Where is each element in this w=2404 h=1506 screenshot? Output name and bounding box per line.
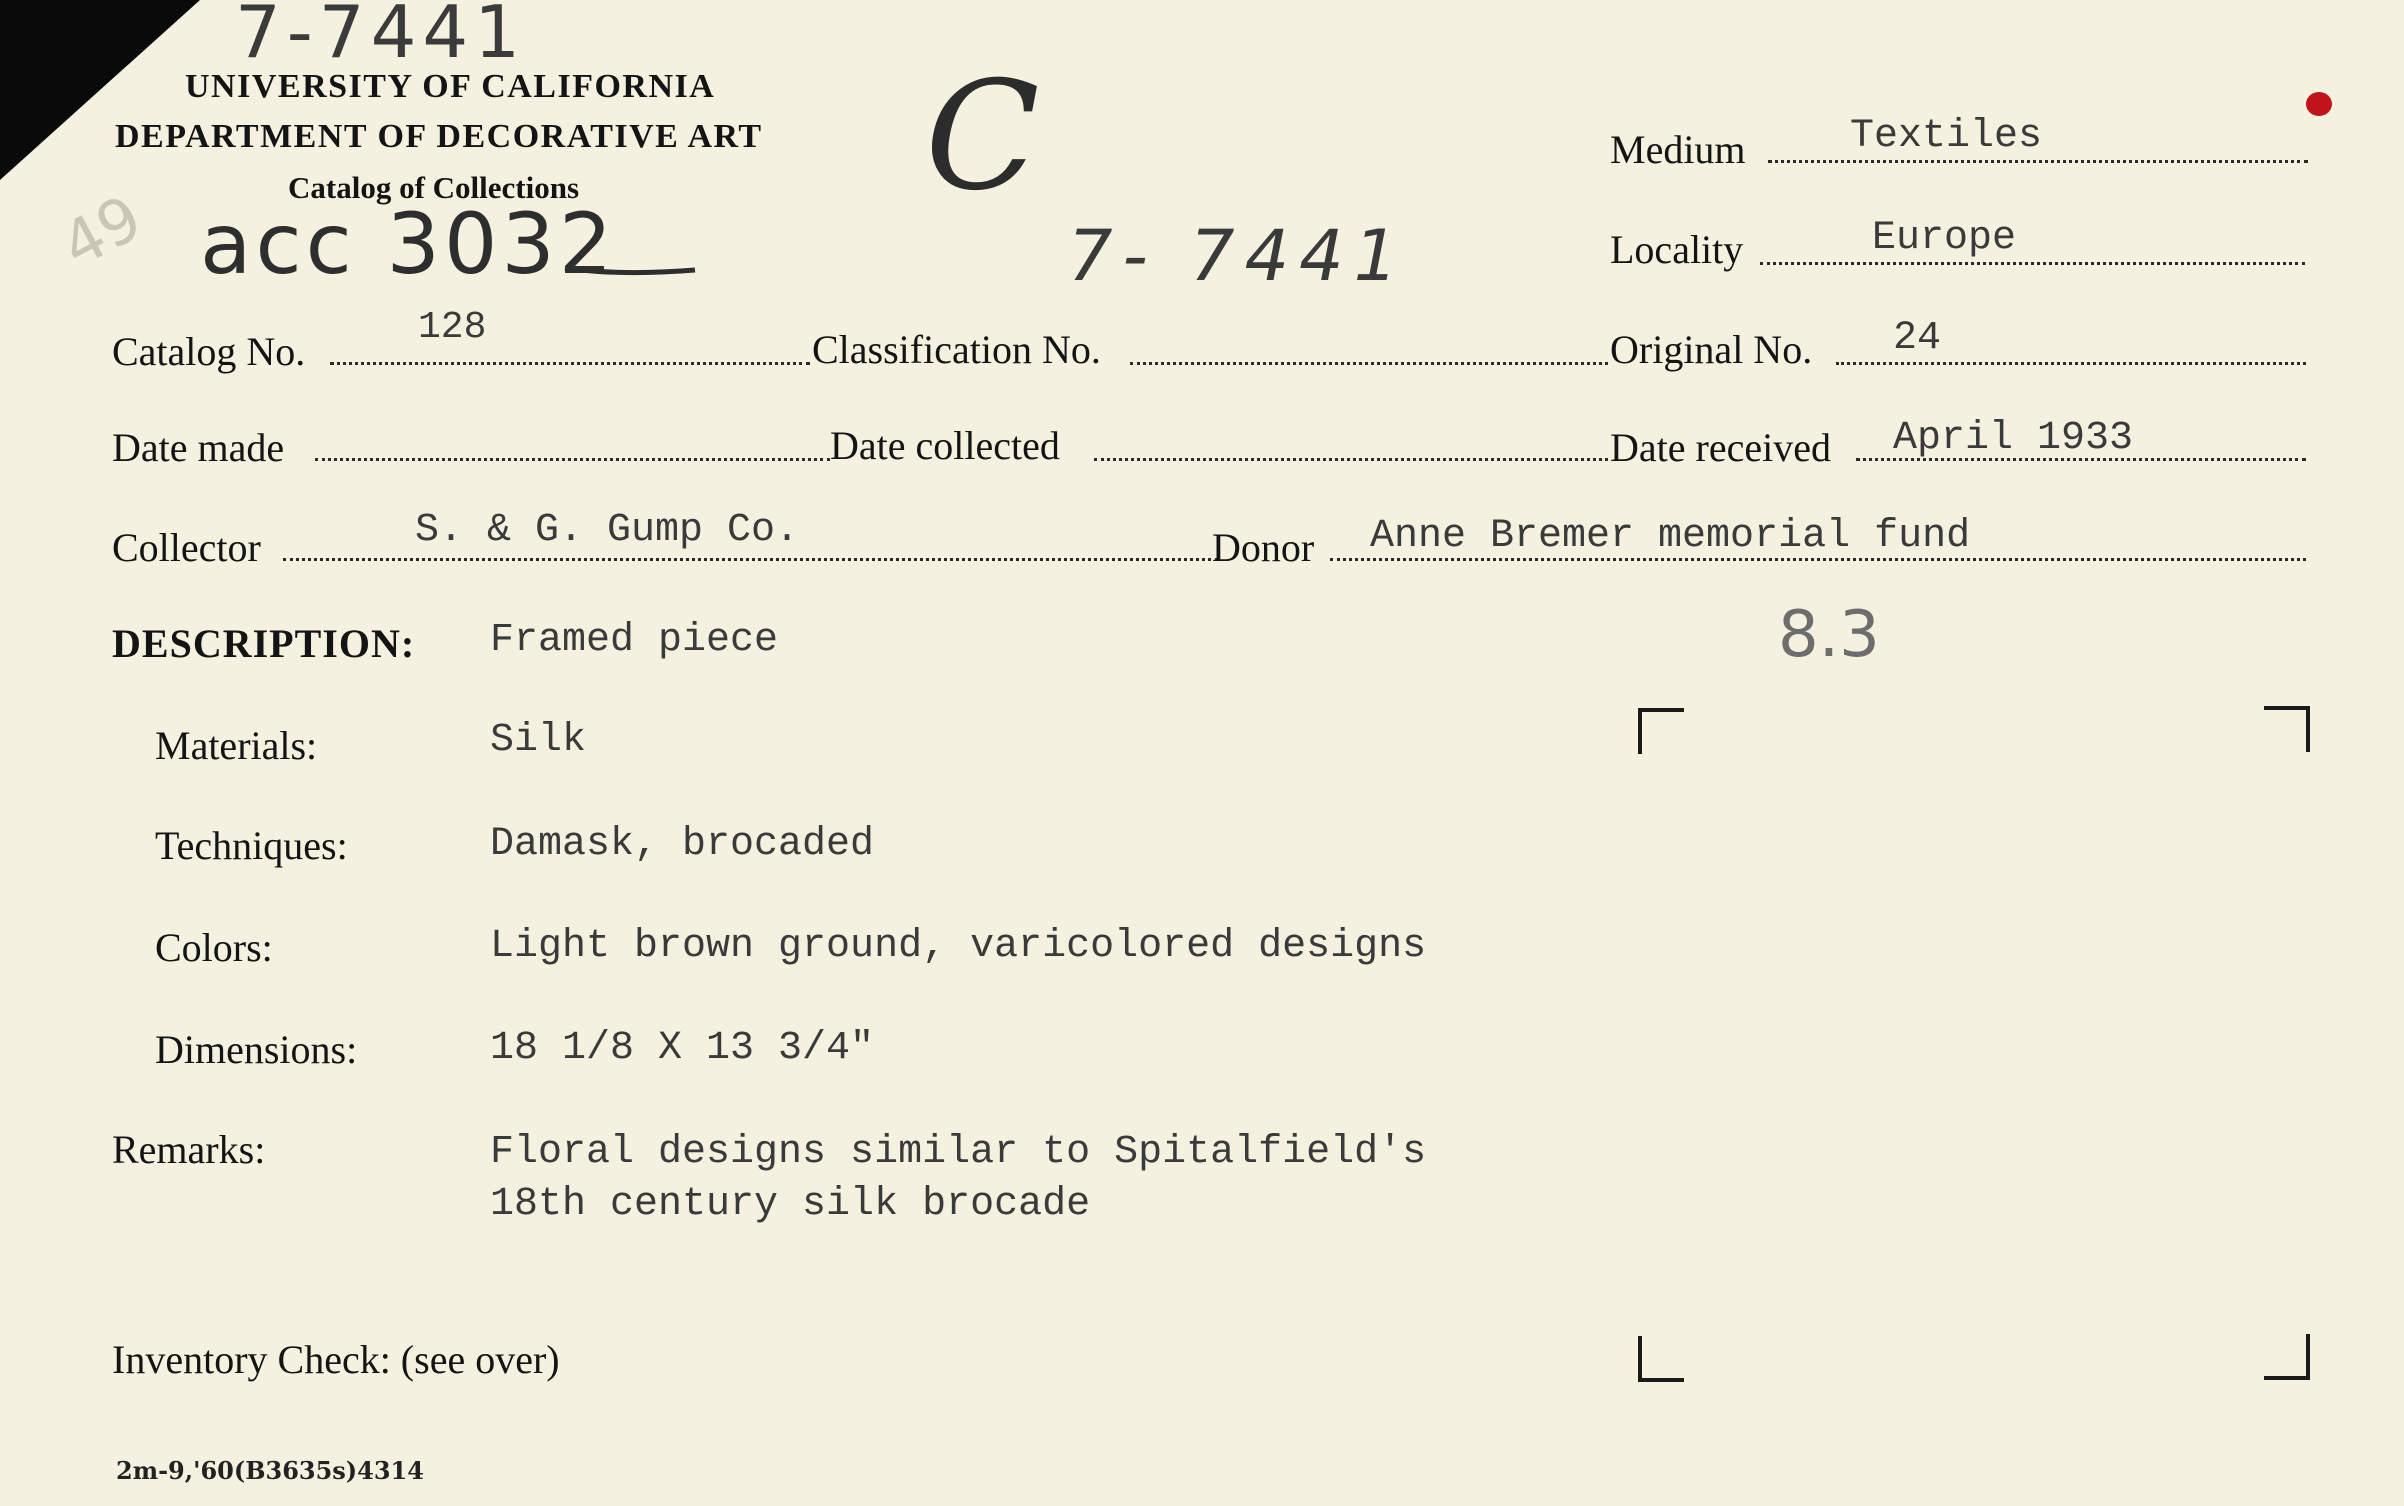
collector-dotted-line <box>283 558 1218 561</box>
original-no-label: Original No. <box>1610 327 1813 372</box>
acc-underline-stroke <box>560 250 700 280</box>
materials-value: Silk <box>490 718 587 763</box>
colors-label: Colors: <box>155 925 273 970</box>
date-made-dotted-line <box>315 458 830 461</box>
medium-dotted-line <box>1768 160 2308 163</box>
colors-value: Light brown ground, varicolored designs <box>490 924 1427 969</box>
handwritten-middle-number: 7- 7441 <box>1068 215 1409 297</box>
date-received-value: April 1933 <box>1893 416 2134 461</box>
catalog-no-dotted-line <box>330 362 810 365</box>
medium-label: Medium <box>1610 127 1746 172</box>
date-made-label: Date made <box>112 425 285 470</box>
handwritten-faint-mark: 49 <box>49 180 154 283</box>
catalog-heading: Catalog of Collections <box>288 170 580 205</box>
handwritten-top-number: 7-7441 <box>235 0 527 74</box>
handwritten-figure: 8.3 <box>1778 598 1880 672</box>
print-code: 2m-9,'60(B3635s)4314 <box>116 1456 424 1485</box>
collector-value: S. & G. Gump Co. <box>415 508 800 553</box>
donor-label: Donor <box>1212 525 1315 570</box>
locality-label: Locality <box>1610 227 1744 272</box>
description-label: DESCRIPTION: <box>112 621 416 666</box>
remarks-label: Remarks: <box>112 1127 266 1172</box>
inventory-check: Inventory Check: (see over) <box>112 1337 560 1382</box>
remarks-line-2: 18th century silk brocade <box>490 1182 1091 1227</box>
collector-label: Collector <box>112 525 261 570</box>
date-collected-label: Date collected <box>830 423 1060 468</box>
bracket-top-right <box>2264 706 2310 752</box>
handwritten-acc-number: acc 3032 <box>200 195 617 293</box>
catalog-no-value: 128 <box>418 306 487 349</box>
description-value: Framed piece <box>490 618 779 663</box>
dimensions-label: Dimensions: <box>155 1027 358 1072</box>
techniques-label: Techniques: <box>155 823 348 868</box>
medium-value: Textiles <box>1850 114 2043 159</box>
catalog-no-label: Catalog No. <box>112 329 306 374</box>
bracket-bottom-left <box>1638 1336 1684 1382</box>
locality-dotted-line <box>1760 262 2305 265</box>
classification-no-label: Classification No. <box>812 327 1101 372</box>
handwritten-letter-c: C <box>925 50 1040 224</box>
remarks-line-1: Floral designs similar to Spitalfield's <box>490 1130 1427 1175</box>
red-dot-mark <box>2306 92 2332 116</box>
department-heading: DEPARTMENT OF DECORATIVE ART <box>115 118 763 155</box>
bracket-bottom-right <box>2264 1334 2310 1380</box>
original-no-value: 24 <box>1893 316 1942 361</box>
locality-value: Europe <box>1872 216 2017 261</box>
date-collected-dotted-line <box>1094 458 1608 461</box>
donor-value: Anne Bremer memorial fund <box>1370 514 1971 559</box>
bracket-top-left <box>1638 708 1684 754</box>
dimensions-value: 18 1/8 X 13 3/4" <box>490 1026 875 1071</box>
date-received-label: Date received <box>1610 425 1831 470</box>
materials-label: Materials: <box>155 723 318 768</box>
original-no-dotted-line <box>1836 362 2306 365</box>
techniques-value: Damask, brocaded <box>490 822 875 867</box>
classification-no-dotted-line <box>1130 362 1608 365</box>
university-heading: UNIVERSITY OF CALIFORNIA <box>185 68 716 105</box>
